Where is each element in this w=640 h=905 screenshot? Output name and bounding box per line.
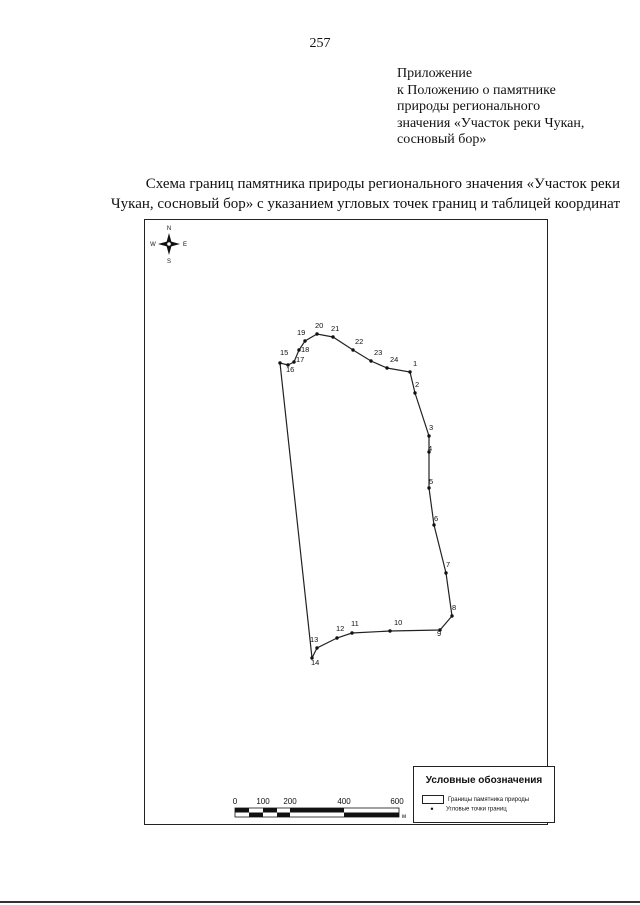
corner-point-label: 14 [311, 658, 320, 667]
corner-point-label: 3 [429, 423, 434, 432]
appendix-line: к Положению о памятнике [397, 82, 556, 98]
scale-segment [249, 813, 263, 818]
corner-point-marker [450, 614, 453, 617]
corner-point-label: 15 [280, 348, 289, 357]
corner-point-marker [351, 348, 354, 351]
legend-item-boundary [422, 795, 529, 804]
compass-w-label: W [150, 242, 156, 248]
appendix-line: сосновый бор» [397, 132, 487, 147]
appendix-note [397, 66, 627, 149]
appendix-line: значения «Участок реки Чукан, [397, 115, 585, 131]
compass-n-label: N [166, 226, 172, 232]
corner-point-marker [427, 486, 430, 489]
corner-point-marker [278, 361, 281, 364]
map-legend [413, 766, 555, 823]
scale-tick-label: 200 [283, 797, 297, 806]
compass-rose [150, 226, 187, 265]
corner-point-label: 18 [301, 345, 310, 354]
corner-point-marker [388, 629, 391, 632]
corner-point-label: 19 [297, 328, 306, 337]
appendix-line: природы регионального [397, 99, 541, 114]
corner-point-label: 23 [374, 348, 383, 357]
scale-segment [277, 813, 290, 818]
corner-point-marker [408, 370, 411, 373]
corner-point-label: 6 [434, 514, 439, 523]
compass-center-icon [167, 242, 171, 246]
caption-line: Чукан, сосновый бор» с указанием угловых точек границ и таблицей координат [110, 196, 620, 212]
point-symbol-icon: • [430, 804, 434, 814]
corner-point-label: 20 [315, 321, 324, 330]
boundary-polygon [280, 334, 452, 658]
compass-s-label: S [166, 259, 172, 265]
scale-bar [233, 797, 406, 820]
corner-point-label: 1 [413, 359, 418, 368]
corner-point-label: 21 [331, 324, 340, 333]
page-number: 257 [309, 36, 331, 51]
scale-segment [344, 813, 399, 818]
corner-point-label: 8 [452, 603, 457, 612]
legend-item-points [422, 806, 507, 813]
corner-point-marker [432, 523, 435, 526]
corner-point-marker [369, 359, 372, 362]
legend-item-label: Угловые точки границ [446, 806, 507, 813]
corner-point-label: 7 [446, 560, 451, 569]
corner-point-label: 16 [286, 365, 295, 374]
corner-point-marker [335, 636, 338, 639]
corner-point-label: 17 [296, 355, 305, 364]
corner-point-marker [331, 335, 334, 338]
corner-point-label: 4 [428, 444, 433, 453]
boundary-map [145, 220, 547, 824]
corner-point-label: 12 [336, 624, 345, 633]
corner-point-marker [427, 434, 430, 437]
corner-point-marker [315, 646, 318, 649]
boundary-symbol-icon [422, 795, 444, 804]
corner-point-marker [303, 339, 306, 342]
scale-segment [290, 808, 344, 813]
caption-line: Схема границ памятника природы регионального значения «Участок реки [145, 176, 620, 192]
corner-point-label: 10 [394, 618, 403, 627]
map-frame [144, 219, 548, 825]
corner-point-marker [413, 391, 416, 394]
corner-point-marker [350, 631, 353, 634]
page-bottom-rule [0, 901, 640, 903]
appendix-line: Приложение [397, 66, 473, 81]
scale-tick-label: 400 [337, 797, 351, 806]
corner-point-marker [444, 571, 447, 574]
corner-point-marker [385, 366, 388, 369]
legend-item-label: Границы памятника природы [448, 797, 530, 804]
scale-tick-label: 100 [256, 797, 270, 806]
corner-point-label: 11 [351, 619, 359, 628]
scale-unit-label: м [402, 814, 407, 820]
corner-point-label: 13 [310, 635, 319, 644]
compass-e-label: E [182, 242, 188, 248]
corner-point-label: 22 [355, 337, 364, 346]
scale-segment [263, 808, 277, 813]
corner-point-marker [315, 332, 318, 335]
corner-point-label: 24 [390, 355, 399, 364]
corner-point-label: 2 [415, 380, 420, 389]
scale-tick-label: 600 [390, 797, 404, 806]
scale-segment [235, 808, 249, 813]
corner-point-label: 9 [437, 629, 442, 638]
scale-tick-label: 0 [232, 797, 238, 806]
map-caption [60, 174, 620, 214]
legend-title: Условные обозначения [425, 775, 543, 786]
corner-point-label: 5 [429, 477, 434, 486]
